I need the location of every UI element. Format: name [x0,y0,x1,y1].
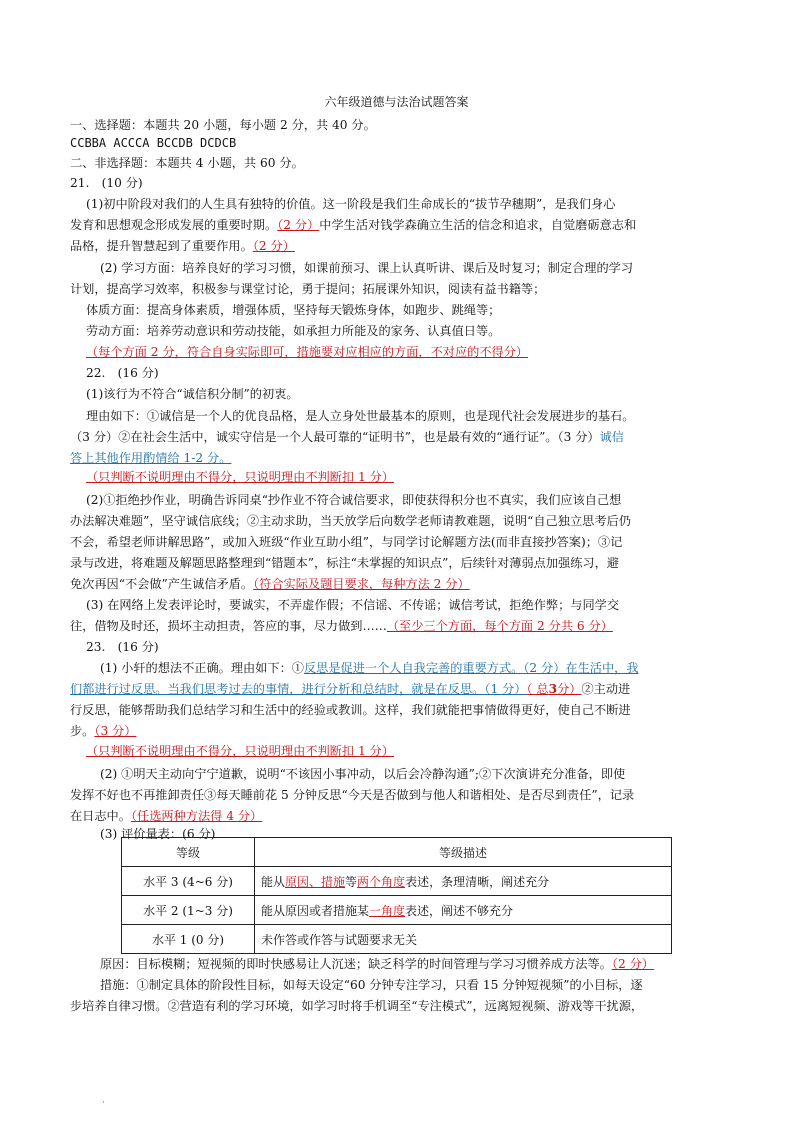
q22-part2-line: 办法解决难题”，坚守诚信底线；②主动求助，当天放学后向数学老师请教难题，说明“自己独立思考后仍 [70,514,631,528]
q23-heading: 23. (16 分) [86,640,159,654]
answer-text: 免次再因“不会做”产生诚信矛盾。 [70,577,254,591]
description-cell [255,896,672,925]
multiple-choice-answers: CCBBA ACCCA BCCDB DCDCB [70,136,237,150]
desc-keyword: 一角度 [369,903,406,918]
measure-line: 步培养自律习惯。②营造有利的学习环境，如学习时将手机调至“专注模式”，远离短视频、游戏等干扰源， [70,999,644,1013]
score-note: （2 分） [277,218,320,232]
description-cell: 未作答或作答与试题要求无关 [255,925,672,954]
q21-part1-line [70,217,730,233]
q21-part1-line [70,238,730,254]
score-note: （符合实际及题目要求，每种方法 2 分） [253,577,470,591]
q22-part1-line: 理由如下：①诚信是一个人的优良品格，是人立身处世最基本的原则，也是现代社会发展进步的基石。 [86,409,635,423]
q21-part2-line: 计划，提高学习效率，积极参与课堂讨论，勇于提问；拓展课外知识，阅读有益书籍等； [70,282,546,296]
total-score-note: （ 总 [526,682,549,696]
scoring-note: （只判断不说明理由不得分，只说明理由不判断扣 1 分） [86,470,395,484]
q21-part1-line: (1)初中阶段对我们的人生具有独特的价值。这一阶段是我们生命成长的“拔节孕穗期”，是我们身心 [86,197,616,211]
answer-text: 往，借物及时还，损坏主动担责，答应的事，尽力做到…… [70,619,387,633]
section2-heading: 二、非选择题：本题共 4 小题，共 60 分。 [70,156,304,170]
section1-heading: 一、选择题：本题共 20 小题，每小题 2 分，共 40 分。 [70,118,376,132]
score-note: （3 分） [94,724,137,738]
level-cell: 水平 3 (4~6 分) [122,867,255,896]
description-cell [255,867,672,896]
desc-text: 表述，阐述不够充分 [405,903,514,918]
q23-part1-line [70,723,730,739]
q22-part3-line: (3) 在网络上发表评论时，要诚实，不弄虚作假；不信谣、不传谣；诚信考试，拒绝作弊；与同学交 [86,598,620,612]
answer-text: 在日志中。 [70,809,131,823]
q22-part2-line: 录与改进，将难题及解题思路整理到“错题本”，标注“未掌握的知识点”，后续针对薄弱点加强练习，避 [70,556,619,570]
score-note: （2 分） [252,239,295,253]
score-note: （2 分）在生活中，我 [523,661,639,675]
q22-part2-line: (2)①拒绝抄作业，明确告诉同桌“抄作业不符合诚信要求，即使获得积分也不真实，我们应该自己想 [86,493,622,507]
answer-text: 步。 [70,724,95,738]
q21-heading: 21. (10 分) [70,176,143,190]
q22-part3-line [70,618,730,634]
q22-part2-line: 不会，希望老师讲解思路”，或加入班级“作业互助小组”，与同学讨论解题方法(而非直接抄答案)；③记 [70,535,623,549]
table-header-row [122,838,672,867]
cause-line [100,956,760,972]
measure-line: 措施：①制定具体的阶段性目标，如每天设定“60 分钟专注学习，只看 15 分钟短视频”的小目标，逐 [100,978,643,992]
score-note: （2 分） [611,957,654,971]
answer-text: 中学生活对钱学森确立生活的信念和追求，自觉磨砺意志和 [319,218,637,232]
answer-text: (1) 小轩的想法不正确。理由如下：① [100,661,304,675]
table-header-cell: 等级描述 [255,838,672,867]
page-mark: · [102,1098,105,1108]
desc-keyword: 原因、措施 [285,874,346,889]
table-row [122,925,672,954]
q23-part1-line [100,660,760,676]
desc-text: 等 [345,874,358,889]
desc-text: 表述，条理清晰，阐述充分 [405,874,550,889]
level-cell: 水平 2 (1~3 分) [122,896,255,925]
q22-part1-line [70,429,730,445]
answer-text: 发育和思想观念形成发展的重要时期。 [70,218,278,232]
extra-credit-note: 答上其他作用酌情给 1-2 分。 [70,451,232,465]
table-row [122,867,672,896]
q21-part2-line: 体质方面：提高身体素质，增强体质，坚持每天锻炼身体，如跑步、跳绳等； [86,303,501,317]
q22-part1-line: (1)该行为不符合“诚信积分制”的初衷。 [86,387,299,401]
q22-part2-line [70,576,730,592]
q23-part2-line [70,808,730,824]
answer-text: ②主动进 [581,682,631,696]
q21-part2-line: 劳动方面：培养劳动意识和劳动技能，如承担力所能及的家务、认真值日等。 [86,324,501,338]
q23-part3-heading: (3) 评价量表：(6 分) [100,827,216,841]
score-note: （1 分） [484,682,527,696]
scoring-note: （只判断不说明理由不得分，只说明理由不判断扣 1 分） [86,744,395,758]
desc-text: 能从原因或者措施某 [261,903,370,918]
extra-credit-note: 诚信 [599,430,624,444]
table-header-cell: 等级 [122,838,255,867]
desc-text: 能从 [261,874,286,889]
scoring-note: （每个方面 2 分，符合自身实际即可，措施要对应相应的方面，不对应的不得分） [86,345,529,359]
key-point: 们都进行过反思。当我们思考过去的事情，进行分析和总结时，就是在反思。 [70,682,485,696]
q23-part1-line: 行反思，能够帮助我们总结学习和生活中的经验或教训。这样，我们就能把事情做得更好，使自己不断进 [70,703,631,717]
desc-keyword: 两个角度 [357,874,406,889]
q22-heading: 22. (16 分) [86,366,159,380]
total-score-unit: 分） [557,682,582,696]
total-score-value: 3 [548,682,558,696]
table-row [122,896,672,925]
key-point: 反思是促进一个人自我完善的重要方式。 [303,661,524,675]
q23-part1-line [70,681,730,697]
level-cell: 水平 1 (0 分) [122,925,255,954]
q23-part2-line: (2) ①明天主动向宁宁道歉，说明“不该因小事冲动，以后会冷静沟通”;②下次演讲充分准备，即使 [100,767,626,781]
q23-part2-line: 发挥不好也不再推卸责任③每天睡前花 5 分钟反思“今天是否做到与他人和谐相处、是否尽到责任”，记录 [70,788,635,802]
q21-part2-line: (2) 学习方面：培养良好的学习习惯，如课前预习、课上认真听讲、课后及时复习；制定合理的学习 [100,261,634,275]
score-note: （任选两种方法得 4 分） [130,809,263,823]
document-title: 六年级道德与法治试题答案 [324,95,469,109]
answer-text: 原因：目标模糊；短视频的即时快感易让人沉迷；缺乏科学的时间管理与学习习惯养成方法等。 [100,957,612,971]
evaluation-rubric-table [121,837,672,954]
score-note: （至少三个方面，每个方面 2 分共 6 分） [386,619,613,633]
answer-text: 品格，提升智慧起到了重要作用。 [70,239,253,253]
answer-text: （3 分）②在社会生活中，诚实守信是一个人最可靠的“证明书”，也是最有效的“通行证”。（3 分） [70,430,600,444]
